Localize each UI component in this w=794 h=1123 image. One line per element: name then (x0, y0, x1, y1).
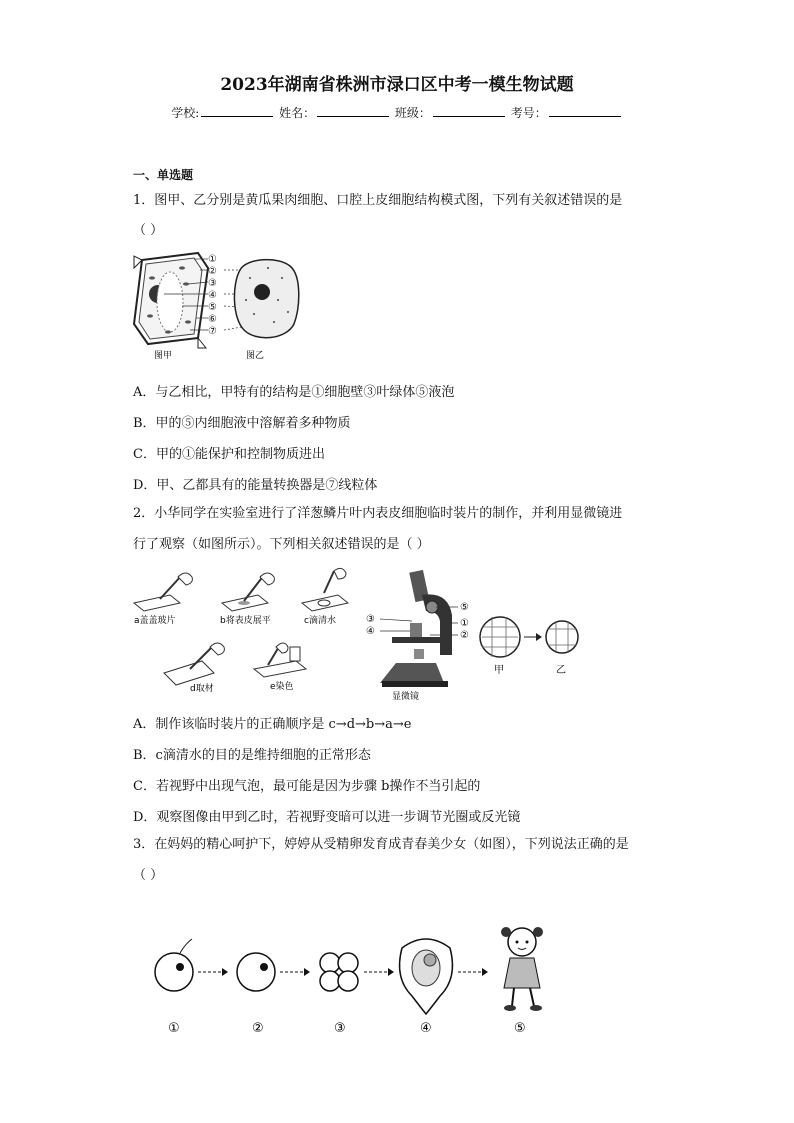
view-b-label: 乙 (556, 665, 566, 676)
step-d-illustration (164, 643, 224, 685)
page-title: 2023年湖南省株洲市渌口区中考一模生物试题 (220, 75, 574, 95)
mic-label-2: ② (460, 630, 469, 641)
step-a-illustration (134, 573, 192, 611)
exam-info-line (0, 104, 794, 121)
name-blank[interactable] (317, 104, 389, 117)
step-b-label: b将表皮展平 (220, 616, 271, 626)
exam-no-blank[interactable] (549, 104, 621, 117)
school-blank[interactable] (201, 104, 273, 117)
stage-label-2: ② (252, 1021, 264, 1036)
step-e-illustration (254, 643, 306, 677)
arrow-icon (458, 968, 488, 976)
zygote-icon (237, 953, 275, 991)
mic-label-5: ⑤ (460, 602, 469, 613)
arrow-icon (524, 633, 542, 641)
cell-label-1: ① (208, 254, 217, 265)
q1-cell-figure (128, 248, 308, 366)
plant-cell-diagram (134, 253, 208, 348)
q3-stem-line2: （ ） (133, 868, 164, 883)
q1-stem-line2: （ ） (133, 223, 164, 238)
microscope-caption: 显微镜 (392, 692, 420, 702)
microscope-illustration (380, 570, 452, 687)
arrow-icon (280, 968, 310, 976)
step-a-label: a盖盖玻片 (134, 616, 176, 626)
step-e-label: e染色 (270, 682, 294, 692)
step-b-illustration (222, 573, 274, 611)
embryo-cells-icon (320, 953, 358, 991)
stage-label-1: ① (168, 1021, 180, 1036)
cell-label-5: ⑤ (208, 302, 217, 313)
cell-label-3: ③ (208, 278, 217, 289)
cell-label-7: ⑦ (208, 326, 217, 337)
girl-illustration (501, 927, 543, 1011)
view-b-field (546, 621, 578, 653)
cell-label-6: ⑥ (208, 314, 217, 325)
q2-stem-line1: 2．小华同学在实验室进行了洋葱鳞片叶内表皮细胞临时装片的制作，并利用显微镜进 (133, 506, 623, 521)
q3-development-figure (140, 920, 570, 1040)
class-blank[interactable] (433, 104, 505, 117)
step-c-illustration (302, 568, 348, 611)
stage-label-5: ⑤ (514, 1021, 526, 1036)
q3-stem-line1: 3．在妈妈的精心呵护下，婷婷从受精卵发育成青春美少女（如图），下列说法正确的是 (133, 837, 629, 852)
q2-option-d[interactable]: D．观察图像由甲到乙时，若视野变暗可以进一步调节光圈或反光镜 (133, 810, 521, 825)
cell-label-2: ② (208, 266, 217, 277)
mic-label-4: ④ (366, 626, 375, 637)
animal-cell-diagram (234, 260, 298, 338)
q1-option-b[interactable]: B．甲的⑤内细胞液中溶解着多种物质 (133, 416, 351, 431)
q1-stem-line1: 1．图甲、乙分别是黄瓜果肉细胞、口腔上皮细胞结构模式图，下列有关叙述错误的是 (133, 193, 623, 208)
cell-label-4: ④ (208, 290, 217, 301)
stage-label-3: ③ (334, 1021, 346, 1036)
class-label: 班级： (394, 106, 431, 120)
stage-label-4: ④ (420, 1021, 432, 1036)
view-a-field (480, 617, 520, 657)
q1-option-d[interactable]: D．甲、乙都具有的能量转换器是⑦线粒体 (133, 478, 378, 493)
q2-experiment-figure (130, 565, 580, 705)
fertilized-egg-icon (155, 939, 193, 991)
section-heading: 一、单选题 (133, 168, 194, 182)
q1-option-a[interactable]: A．与乙相比，甲特有的结构是①细胞壁③叶绿体⑤液泡 (133, 385, 455, 400)
figure-b-caption: 图乙 (246, 351, 265, 361)
q2-option-c[interactable]: C．若视野中出现气泡，最可能是因为步骤 b操作不当引起的 (133, 779, 481, 794)
arrow-icon (198, 968, 228, 976)
mic-label-3: ③ (366, 614, 375, 625)
step-d-label: d取材 (190, 684, 214, 694)
q2-stem-line2: 行了观察（如图所示）。下列相关叙述错误的是（ ） (133, 537, 430, 552)
school-label: 学校: (171, 106, 200, 120)
step-c-label: c滴清水 (304, 616, 336, 626)
name-label: 姓名： (279, 106, 316, 120)
q2-option-b[interactable]: B．c滴清水的目的是维持细胞的正常形态 (133, 748, 371, 763)
exam-no-label: 考号： (510, 106, 547, 120)
figure-a-caption: 图甲 (154, 351, 173, 361)
fetus-in-uterus-icon (400, 939, 453, 1014)
mic-label-1: ① (460, 618, 469, 629)
q1-option-c[interactable]: C．甲的①能保护和控制物质进出 (133, 447, 325, 462)
arrow-icon (364, 968, 394, 976)
view-a-label: 甲 (494, 665, 504, 676)
q2-option-a[interactable]: A．制作该临时装片的正确顺序是 c→d→b→a→e (133, 717, 412, 732)
